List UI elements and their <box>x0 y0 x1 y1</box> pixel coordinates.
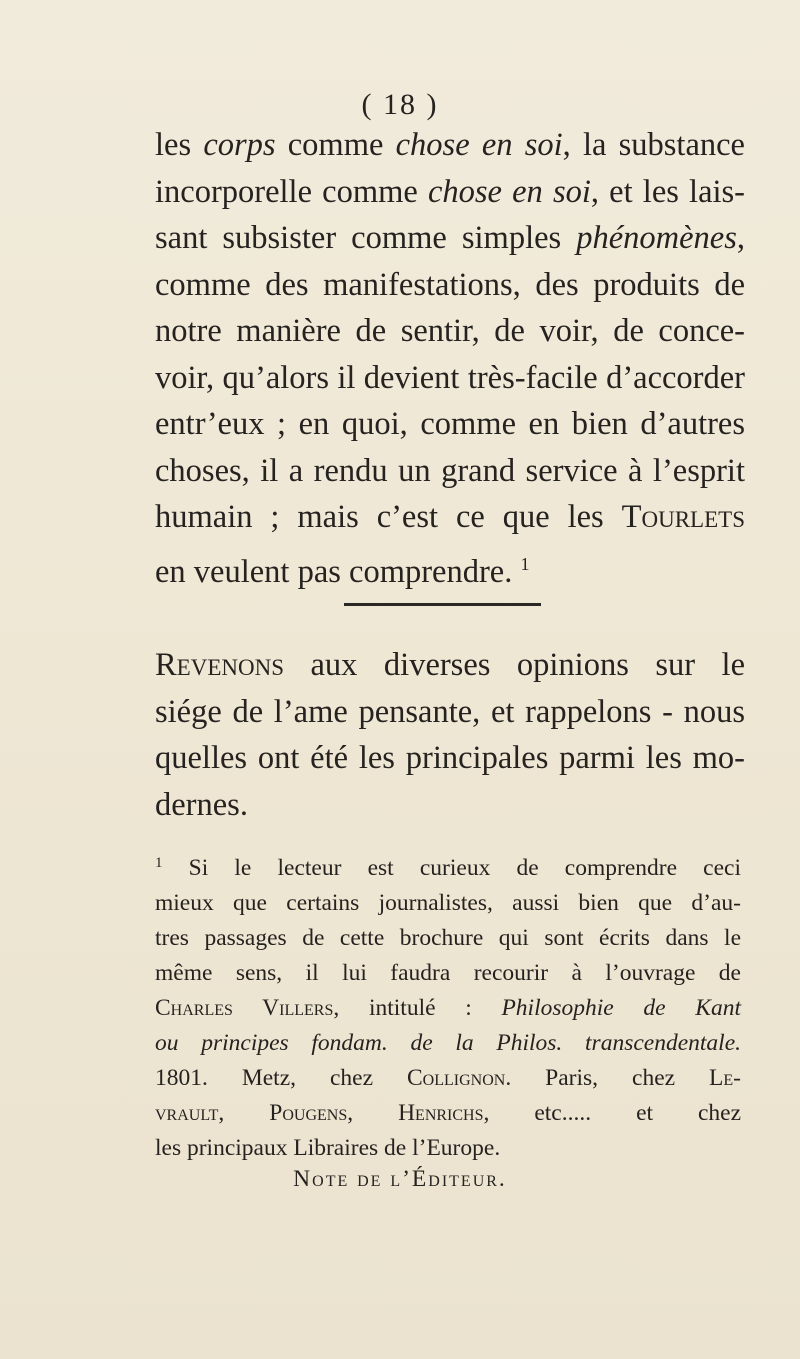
text-line: entr’eux ; en quoi, comme en bien d’autres <box>155 406 745 442</box>
footnote-line: tres passages de cette brochure qui sont écrits dans le <box>155 925 741 951</box>
footnote <box>155 846 741 1166</box>
footnote-line: même sens, il lui faudra recourir à l’ouvrage de <box>155 960 741 986</box>
footnote-line: Charles Villers, intitulé : Philosophie de Kant <box>155 995 742 1021</box>
text-line: dernes. <box>155 786 248 823</box>
text-line: Revenons aux diverses opinions sur le <box>155 647 745 683</box>
paragraph-main <box>155 122 745 595</box>
text-line: humain ; mais c’est ce que les Tourlets <box>155 499 745 535</box>
text-line: siége de l’ame pensante, et rappelons - nous <box>155 693 745 730</box>
paragraph-revenons <box>155 642 745 828</box>
footnote-number: 1 <box>155 855 163 871</box>
footnote-marker: 1 <box>520 553 530 574</box>
text-line: en veulent pas comprendre. $^1$ <box>155 553 530 590</box>
text-line: quelles ont été les principales parmi les mo- <box>155 740 745 776</box>
footnote-line: les principaux Libraires de l’Europe. <box>155 1135 501 1161</box>
footnote-line: 1801. Metz, chez Collignon. Paris, chez Le- <box>155 1065 742 1091</box>
text-line: sant subsister comme simples phénomènes, <box>155 220 745 256</box>
footnote-line: ou principes fondam. de la Philos. transcendentale. <box>155 1030 741 1056</box>
section-divider <box>344 603 541 606</box>
footnote-line: mieux que certains journalistes, aussi bien que d’au- <box>155 890 741 916</box>
text-line: voir, qu’alors il devient très-facile d’accorder <box>155 359 745 396</box>
text-line: les corps comme chose en soi, la substance <box>155 127 745 163</box>
footnote-line: $^1$ Si le lecteur est curieux de comprendre ceci <box>155 855 741 881</box>
text-line: comme des manifestations, des produits de <box>155 266 745 303</box>
text-line: choses, il a rendu un grand service à l’esprit <box>155 452 745 489</box>
text-line: incorporelle comme chose en soi, et les lais- <box>155 173 746 210</box>
footnote-line: vrault, Pougens, Henrichs, etc..... et chez <box>155 1100 742 1126</box>
editor-note: Note de l’Éditeur. <box>293 1166 507 1192</box>
text-line: notre manière de sentir, de voir, de conce- <box>155 313 745 349</box>
page-number: ( 18 ) <box>361 88 439 121</box>
